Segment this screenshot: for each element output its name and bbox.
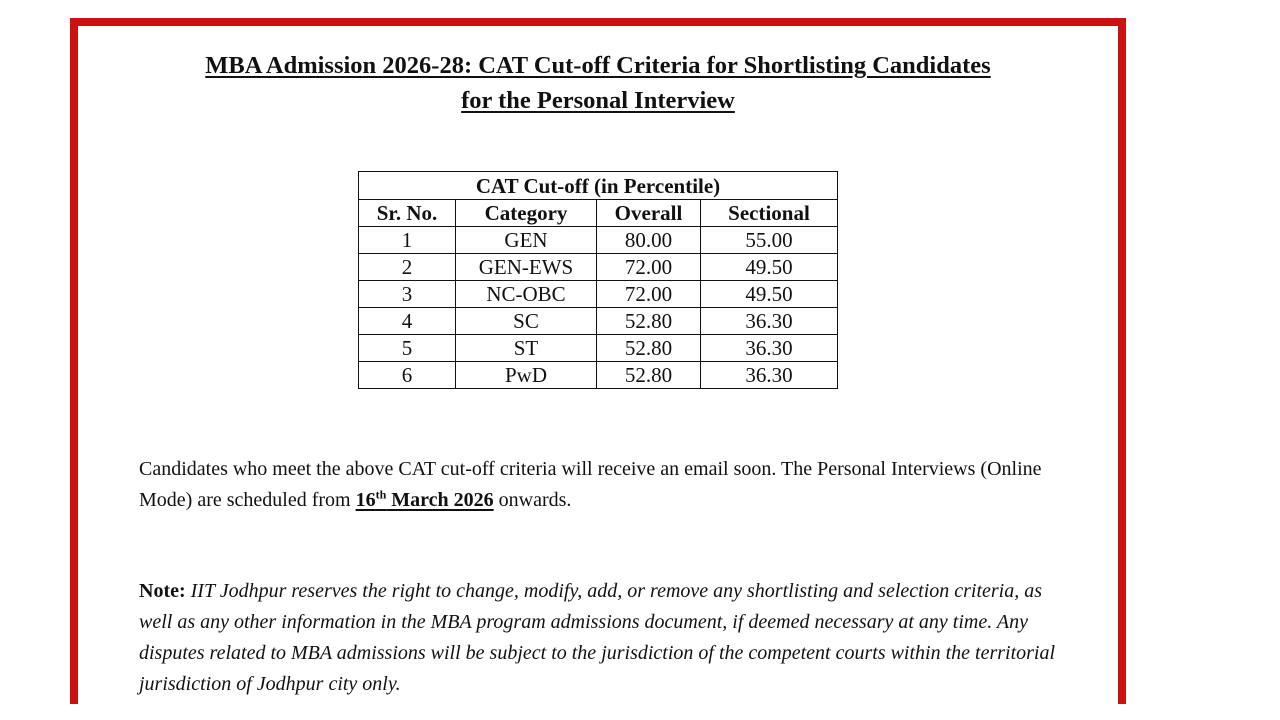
cell-sectional: 49.50 — [701, 281, 838, 308]
cell-overall: 80.00 — [597, 227, 701, 254]
date-suffix: th — [375, 487, 387, 502]
cell-category: SC — [456, 308, 597, 335]
cell-category: GEN — [456, 227, 597, 254]
cell-category: GEN-EWS — [456, 254, 597, 281]
date-rest: March 2026 — [386, 489, 494, 511]
disclaimer-note — [139, 576, 1069, 700]
header-sr-no: Sr. No. — [359, 200, 456, 227]
header-sectional: Sectional — [701, 200, 838, 227]
cell-sectional: 55.00 — [701, 227, 838, 254]
interview-schedule-paragraph — [139, 454, 1069, 516]
table-caption: CAT Cut-off (in Percentile) — [359, 172, 838, 200]
document-frame — [70, 18, 1126, 704]
cell-sr-no: 2 — [359, 254, 456, 281]
table-row — [359, 335, 838, 362]
note-label: Note: — [139, 580, 186, 602]
cell-overall: 72.00 — [597, 281, 701, 308]
cutoff-table — [358, 171, 838, 389]
document-title — [78, 48, 1118, 118]
cell-sr-no: 1 — [359, 227, 456, 254]
table-row — [359, 254, 838, 281]
cell-sr-no: 3 — [359, 281, 456, 308]
cell-overall: 52.80 — [597, 308, 701, 335]
cell-sr-no: 4 — [359, 308, 456, 335]
table-header-row — [359, 200, 838, 227]
cell-sectional: 49.50 — [701, 254, 838, 281]
paragraph-text-after: onwards. — [493, 489, 572, 511]
title-line-1: MBA Admission 2026-28: CAT Cut-off Criteria for Shortlisting Candidates — [205, 52, 991, 79]
cell-category: PwD — [456, 362, 597, 389]
header-overall: Overall — [597, 200, 701, 227]
interview-date — [356, 489, 494, 511]
cell-overall: 52.80 — [597, 362, 701, 389]
note-text: IIT Jodhpur reserves the right to change, modify, add, or remove any shortlisting and selection criteria, as well as any other information in the MBA program admissions document, if deemed necessary at any time. Any disputes related to MBA admissions will be subject to the jurisdiction of the competent courts within the territorial jurisdiction of Jodhpur city only. — [139, 580, 1056, 695]
cell-sectional: 36.30 — [701, 335, 838, 362]
table-row — [359, 308, 838, 335]
date-day: 16 — [355, 489, 376, 511]
table-row — [359, 227, 838, 254]
cell-sectional: 36.30 — [701, 308, 838, 335]
table-caption-row — [359, 172, 838, 200]
cell-sr-no: 6 — [359, 362, 456, 389]
table-row — [359, 281, 838, 308]
cell-overall: 72.00 — [597, 254, 701, 281]
header-category: Category — [456, 200, 597, 227]
table-row — [359, 362, 838, 389]
cell-category: ST — [456, 335, 597, 362]
title-line-2: for the Personal Interview — [461, 87, 735, 114]
cell-sr-no: 5 — [359, 335, 456, 362]
cell-sectional: 36.30 — [701, 362, 838, 389]
cell-overall: 52.80 — [597, 335, 701, 362]
cell-category: NC-OBC — [456, 281, 597, 308]
paragraph-text-before: Candidates who meet the above CAT cut-off criteria will receive an email soon. The Personal Interviews (Online Mode) are scheduled from — [139, 458, 1042, 511]
